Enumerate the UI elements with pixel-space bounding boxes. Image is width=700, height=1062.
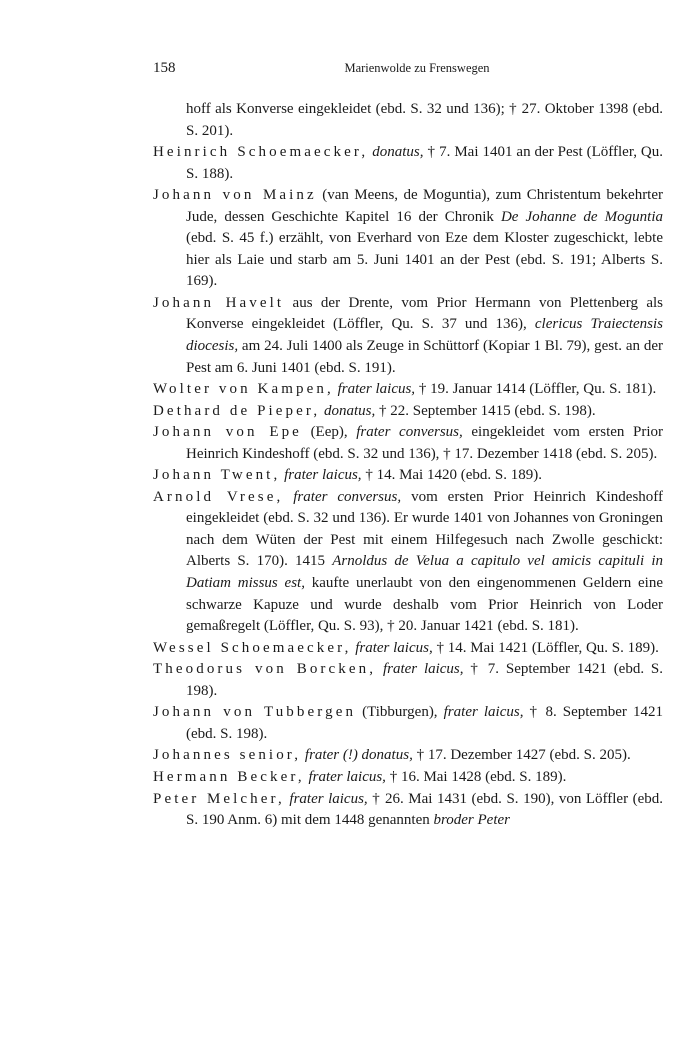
register-entry [153,465,663,487]
register-entry [153,745,663,767]
latin-phrase: frater (!) donatus, [304,747,413,764]
continuation-paragraph: hoff als Konverse eingekleidet (ebd. S. 32 und 136); † 27. Oktober 1398 (ebd. S. 201). [186,101,663,139]
entry-text: aus der Drente, vom Prior Hermann von Plettenberg als Konverse eingekleidet (Löffler, Qu. S. 37 und 136), [186,294,663,333]
page-number: 158 [153,60,176,76]
person-name: Johann von Mainz [153,187,317,204]
entry-text: † 19. Januar 1414 (Löffler, Qu. S. 181). [415,381,657,398]
entry-text: † 14. Mai 1420 (ebd. S. 189). [361,467,542,484]
latin-phrase: Arnoldus de Velua a capitulo vel amicis capituli in Datiam missus est, [186,553,663,592]
person-name: Theodorus von Borcken, [153,661,377,678]
register-entry [153,487,663,638]
entry-text: (Tibburgen), [356,704,444,721]
person-name: Arnold Vrese, [153,488,284,505]
entry-text: kaufte unerlaubt von den eingenommenen Geldern eine schwarze Kapuze und wurde deshalb vom Prior Heinrich von Loder gemaßregelt (Löffler, Qu. S. 93), † 20. Januar 1421 (ebd. S. 181). [186,575,663,635]
latin-phrase: frater laicus, [355,639,433,656]
entry-text: † 22. September 1415 (ebd. S. 198). [375,402,596,419]
register-entry [153,422,663,465]
entry-text: † 26. Mai 1431 (ebd. S. 190), von Löffler (ebd. S. 190 Anm. 6) mit dem 1448 genannten [186,790,664,829]
latin-phrase: broder Peter [433,812,510,829]
person-name: Heinrich Schoemaecker, [153,144,369,161]
latin-phrase: frater laicus, [308,768,386,785]
person-name: Peter Melcher, [153,790,285,807]
latin-phrase: frater laicus, [289,790,368,807]
latin-phrase: frater conversus, [293,488,402,505]
entry-text: (ebd. S. 45 f.) erzählt, von Everhard von Eze dem Kloster zugeschickt, lebte hier als Laie und starb am 5. Juni 1401 an der Pest (ebd. S. 191; Alberts S. 169). [186,230,663,290]
register-entry [153,767,663,789]
entry-text: (van Meens, de Moguntia), zum Christentum bekehrter Jude, dessen Geschichte Kapitel 16 der Chronik [186,187,664,225]
entry-text: † 7. Mai 1401 an der Pest (Löffler, Qu. S. 188). [186,144,664,182]
latin-phrase: De Johanne de Moguntia [500,208,664,225]
latin-phrase: frater conversus, [356,424,463,441]
latin-phrase: frater laicus, [382,661,464,678]
register-entry [153,659,663,702]
register-entry [153,789,663,832]
person-name: Wolter von Kampen, [153,381,334,398]
register-entry [153,401,663,423]
latin-phrase: frater laicus, [337,381,416,398]
running-header [153,60,663,80]
entry-text: † 16. Mai 1428 (ebd. S. 189). [385,768,567,785]
entry-text: † 7. September 1421 (ebd. S. 198). [186,661,664,699]
register-entry [153,638,663,660]
person-name: Dethard de Pieper, [153,402,321,419]
entry-text: am 24. Juli 1400 als Zeuge in Schüttorf (Kopiar 1 Bl. 79), gest. an der Pest am 6. Juni 1401 (ebd. S. 191). [186,338,663,376]
register-entry [153,142,663,185]
entry-text [283,489,293,505]
latin-phrase: donatus, [372,144,424,161]
latin-phrase: frater laicus, [284,467,362,484]
person-name: Johann von Tubbergen [153,704,357,721]
latin-phrase: donatus, [324,402,376,419]
page-body [153,99,663,832]
register-entry [153,293,663,379]
register-entry [153,379,663,401]
register-entry [153,185,663,293]
latin-phrase: clericus Traiectensis diocesis, [186,316,663,355]
entry-text: vom ersten Prior Heinrich Kindeshoff eingekleidet (ebd. S. 32 und 136). Er wurde 1401 von Johannes von Groningen nach dem Wüten der Pest mit einem Hilfegesuch nach Zwolle geschickt: Alberts S. 170). 1415 [186,488,664,570]
person-name: Johann Twent, [153,467,281,484]
person-name: Johann von Epe [153,424,302,441]
entry-text: † 14. Mai 1421 (Löffler, Qu. S. 189). [432,639,659,656]
entry-text [376,661,383,677]
entry-text: † 17. Dezember 1427 (ebd. S. 205). [412,747,631,764]
entry-text: † 8. September 1421 (ebd. S. 198). [186,704,663,742]
entry-text: eingekleidet vom ersten Prior Heinrich Kindeshoff (ebd. S. 32 und 136), † 17. Dezember 1418 (ebd. S. 205). [186,424,664,462]
latin-phrase: frater laicus, [443,704,524,721]
person-name: Johann Havelt [153,294,285,311]
person-name: Hermann Becker, [153,768,305,785]
person-name: Wessel Schoemaecker, [153,639,352,656]
running-title: Marienwolde zu Frenswegen [344,61,490,75]
person-name: Johannes senior, [153,747,302,764]
entry-text: (Eep), [301,424,357,441]
register-entry [153,702,663,745]
